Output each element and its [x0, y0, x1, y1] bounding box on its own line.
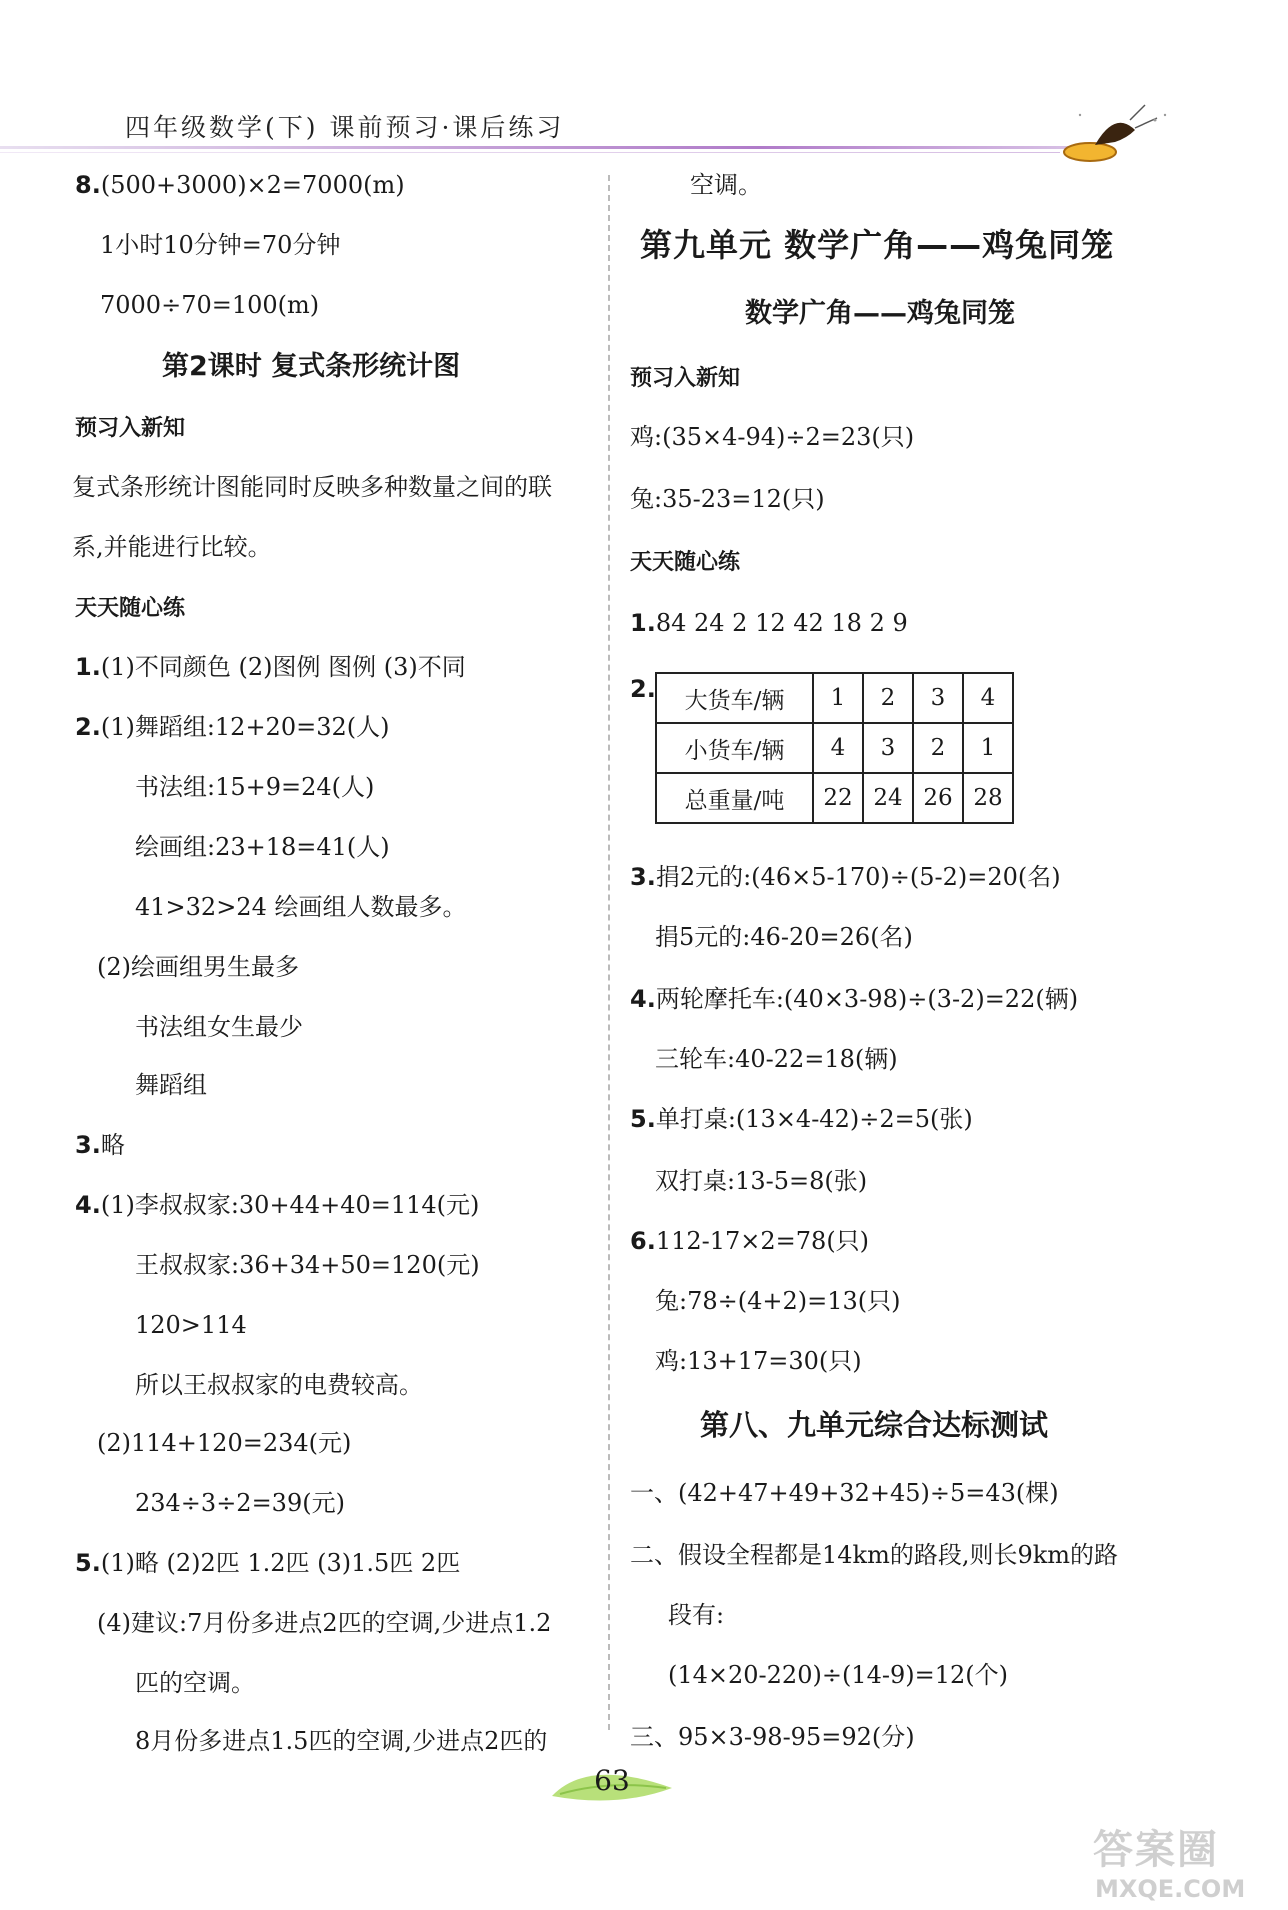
- preview-line-2: 系,并能进行比较。: [72, 533, 272, 561]
- answer-text: 略: [100, 1131, 125, 1159]
- preview-heading: 预习入新知: [75, 416, 186, 441]
- q4-line-1: [630, 982, 1078, 1016]
- preview-line-1: 鸡:(35×4-94)÷2=23(只): [630, 423, 915, 451]
- table-row-label: 小货车/辆: [656, 723, 813, 773]
- answer-text: 捐2元的:(46×5-170)÷(5-2)=20(名): [655, 863, 1061, 891]
- q1-line: [75, 650, 466, 684]
- table-cell: 3: [863, 723, 913, 773]
- q2-line-6: 书法组女生最少: [135, 1013, 303, 1041]
- q3-line-2: 捐5元的:46-20=26(名): [655, 923, 913, 951]
- answer-text: 84 24 2 12 42 18 2 9: [655, 609, 908, 637]
- q4-line-1: [75, 1188, 479, 1222]
- q5-line-3: 匹的空调。: [135, 1669, 255, 1697]
- test-item-3: 三、95×3-98-95=92(分): [630, 1723, 915, 1751]
- daily-heading: 天天随心练: [75, 596, 186, 621]
- answer-text: (1)舞蹈组:12+20=32(人): [100, 713, 390, 741]
- q6-line-2: 兔:78÷(4+2)=13(只): [655, 1287, 901, 1315]
- header-decoration-icon: [1035, 100, 1185, 170]
- question-number: 3.: [75, 1131, 101, 1159]
- q2-line-1: [75, 710, 389, 744]
- table-cell: 2: [863, 673, 913, 723]
- q6-line-1: [630, 1224, 869, 1258]
- test-item-2-line-1: 二、假设全程都是14km的路段,则长9km的路: [630, 1541, 1119, 1569]
- lesson-title: 第2课时 复式条形统计图: [162, 351, 461, 382]
- answer-text: 两轮摩托车:(40×3-98)÷(3-2)=22(辆): [655, 985, 1079, 1013]
- daily-heading: 天天随心练: [630, 550, 741, 575]
- q2-line-5: (2)绘画组男生最多: [97, 953, 299, 981]
- preview-line-2: 兔:35-23=12(只): [630, 485, 825, 513]
- q4-line-2: 王叔叔家:36+34+50=120(元): [135, 1251, 480, 1279]
- watermark-logo-icon: [1085, 1805, 1285, 1905]
- page-number: 63: [594, 1764, 630, 1797]
- table-cell: 1: [963, 723, 1013, 773]
- question-number: 8.: [75, 171, 101, 199]
- preview-heading: 预习入新知: [630, 366, 741, 391]
- q5-line-2: (4)建议:7月份多进点2匹的空调,少进点1.2: [97, 1609, 552, 1637]
- answer-text: 112-17×2=78(只): [655, 1227, 870, 1255]
- q2-line-4: 41>32>24 绘画组人数最多。: [135, 893, 467, 921]
- table-cell: 2: [913, 723, 963, 773]
- answer-text: 单打桌:(13×4-42)÷2=5(张): [655, 1105, 973, 1133]
- question-number: 4.: [75, 1191, 101, 1219]
- table-cell: 26: [913, 773, 963, 823]
- question-number: 1.: [630, 609, 656, 637]
- table-cell: 1: [813, 673, 863, 723]
- question-number: 5.: [75, 1549, 101, 1577]
- table-cell: 24: [863, 773, 913, 823]
- q5-line-2: 双打桌:13-5=8(张): [655, 1167, 868, 1195]
- table-cell: 4: [813, 723, 863, 773]
- table-cell: 22: [813, 773, 863, 823]
- answer-text: (1)略 (2)2匹 1.2匹 (3)1.5匹 2匹: [100, 1549, 461, 1577]
- q5-line-1: [75, 1546, 460, 1580]
- section-title: 数学广角——鸡兔同笼: [745, 298, 1015, 329]
- preview-line-1: 复式条形统计图能同时反映多种数量之间的联: [72, 473, 552, 501]
- question-number: 1.: [75, 653, 101, 681]
- q4-line-4: 所以王叔叔家的电费较高。: [135, 1371, 423, 1399]
- q3-line: [75, 1128, 125, 1162]
- q4-line-3: 120>114: [135, 1311, 247, 1339]
- test-item-2-line-3: (14×20-220)÷(14-9)=12(个): [668, 1661, 1008, 1689]
- q5-line-1: [630, 1102, 973, 1136]
- continued-text: 空调。: [690, 171, 762, 199]
- question-number: 2.: [630, 675, 656, 703]
- q2-number: [630, 672, 656, 706]
- table-cell: 4: [963, 673, 1013, 723]
- page-number-badge: [548, 1758, 676, 1804]
- q8-line-2: 1小时10分钟=70分钟: [100, 231, 341, 259]
- svg-text:答案圈: 答案圈: [1093, 1827, 1219, 1873]
- q6-line-3: 鸡:13+17=30(只): [655, 1347, 862, 1375]
- q8-line-3: 7000÷70=100(m): [100, 291, 320, 319]
- answer-text: (1)不同颜色 (2)图例 图例 (3)不同: [100, 653, 466, 681]
- q5-line-4: 8月份多进点1.5匹的空调,少进点2匹的: [135, 1727, 548, 1755]
- svg-text:MXQE.COM: MXQE.COM: [1095, 1875, 1246, 1903]
- table-row: [656, 723, 1013, 773]
- column-divider: [608, 175, 610, 1730]
- q3-line-1: [630, 860, 1061, 894]
- question-number: 4.: [630, 985, 656, 1013]
- table-cell: 28: [963, 773, 1013, 823]
- header-rule: [0, 146, 1085, 149]
- q1-line: [630, 606, 908, 640]
- test-item-2-line-2: 段有:: [668, 1601, 725, 1629]
- table-row: [656, 673, 1013, 723]
- q2-line-2: 书法组:15+9=24(人): [135, 773, 375, 801]
- q2-line-3: 绘画组:23+18=41(人): [135, 833, 390, 861]
- unit-title: 第九单元 数学广角——鸡兔同笼: [640, 226, 1115, 264]
- q8-line-1: [75, 168, 405, 202]
- q2-line-7: 舞蹈组: [135, 1071, 207, 1099]
- header-rule-thin: [0, 152, 1060, 153]
- q4-line-6: 234÷3÷2=39(元): [135, 1489, 345, 1517]
- question-number: 5.: [630, 1105, 656, 1133]
- page-header: [0, 0, 1288, 175]
- question-number: 2.: [75, 713, 101, 741]
- q4-line-5: (2)114+120=234(元): [97, 1429, 352, 1457]
- question-number: 3.: [630, 863, 656, 891]
- test-item-1: 一、(42+47+49+32+45)÷5=43(棵): [630, 1479, 1059, 1507]
- q4-line-2: 三轮车:40-22=18(辆): [655, 1045, 898, 1073]
- header-title: 四年级数学(下) 课前预习·课后练习: [125, 113, 565, 142]
- table-row-label: 总重量/吨: [656, 773, 813, 823]
- table-row: [656, 773, 1013, 823]
- truck-table: [655, 672, 1014, 824]
- table-cell: 3: [913, 673, 963, 723]
- answer-text: (1)李叔叔家:30+44+40=114(元): [100, 1191, 480, 1219]
- question-number: 6.: [630, 1227, 656, 1255]
- answer-text: (500+3000)×2=7000(m): [100, 171, 405, 199]
- table-row-label: 大货车/辆: [656, 673, 813, 723]
- test-title: 第八、九单元综合达标测试: [700, 1408, 1049, 1442]
